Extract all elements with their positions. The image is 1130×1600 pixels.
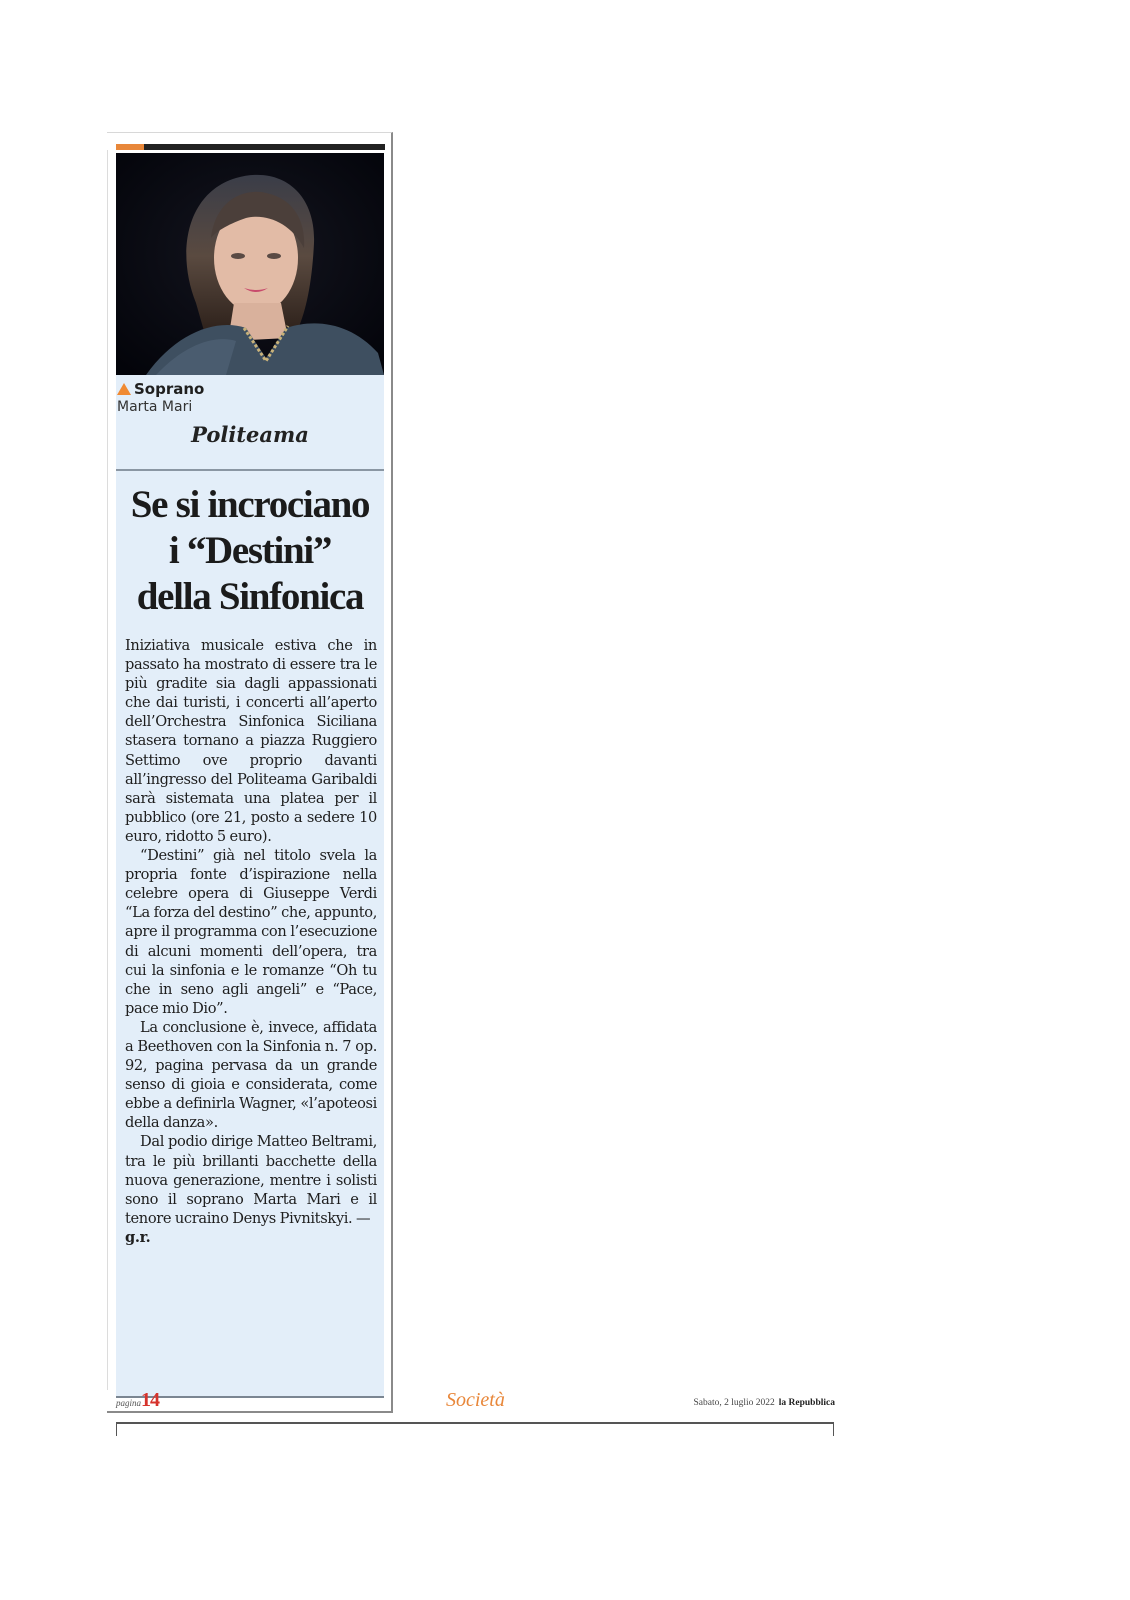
footer-divider bbox=[116, 1422, 834, 1424]
top-rule-accent bbox=[116, 144, 144, 150]
photo-caption bbox=[117, 380, 377, 416]
portrait-image-icon bbox=[116, 153, 384, 375]
top-rule bbox=[116, 144, 385, 150]
headline-line: i “Destini” bbox=[168, 529, 332, 572]
crop-mark-right bbox=[833, 1422, 834, 1436]
article-frame-left-edge bbox=[107, 150, 108, 1390]
caption-role: Soprano bbox=[134, 380, 205, 398]
newspaper-brand: la Repubblica bbox=[778, 1398, 835, 1408]
article-body bbox=[125, 636, 377, 1247]
pagina-word: pagina bbox=[116, 1398, 142, 1408]
kicker: Politeama bbox=[191, 422, 309, 447]
page-footer bbox=[116, 1389, 835, 1419]
crop-mark-left bbox=[116, 1422, 117, 1436]
page-label bbox=[116, 1389, 159, 1412]
portrait-photo bbox=[116, 153, 384, 375]
caption-name: Marta Mari bbox=[117, 399, 193, 415]
triangle-up-icon bbox=[117, 383, 131, 395]
paragraph: “Destini” già nel titolo svela la propria fonte d’ispirazione nella celebre opera di Giuseppe Verdi “La forza del destino” che, appunto, apre il programma con l’esecuzione di alcuni momenti dell’opera, tra cui la sinfonia e le romanze “Oh tu che in seno agli angeli” e “Pace, pace mio Dio”. bbox=[125, 847, 377, 1017]
section-name: Società bbox=[446, 1389, 505, 1411]
page-number: 14 bbox=[141, 1389, 160, 1411]
issue-date: Sabato, 2 luglio 2022 bbox=[693, 1398, 775, 1408]
byline: g.r. bbox=[125, 1228, 151, 1246]
dateline bbox=[693, 1398, 835, 1408]
headline bbox=[116, 482, 384, 620]
headline-line: della Sinfonica bbox=[136, 575, 364, 618]
kicker-divider bbox=[116, 469, 384, 471]
headline-line: Se si incrociano bbox=[130, 483, 370, 526]
paragraph: Iniziativa musicale estiva che in passato ha mostrato di essere tra le più gradite sia dagli appassionati che dai turisti, i concerti all’aperto dell’Orchestra Sinfonica Siciliana stasera tornano a piazza Ruggiero Settimo ove proprio davanti all’ingresso del Politeama Garibaldi sarà sistemata una platea per il pubblico (ore 21, posto a sedere 10 euro, ridotto 5 euro). bbox=[125, 637, 377, 845]
paragraph: La conclusione è, invece, affidata a Beethoven con la Sinfonia n. 7 op. 92, pagina pervasa da un grande senso di gioia e considerata, come ebbe a definirla Wagner, «l’apoteosi della danza». bbox=[125, 1018, 377, 1132]
paragraph: Dal podio dirige Matteo Beltrami, tra le più brillanti bacchette della nuova generazione, mentre i solisti sono il soprano Marta Mari e il tenore ucraino Denys Pivnitskyi. — bbox=[125, 1133, 377, 1227]
